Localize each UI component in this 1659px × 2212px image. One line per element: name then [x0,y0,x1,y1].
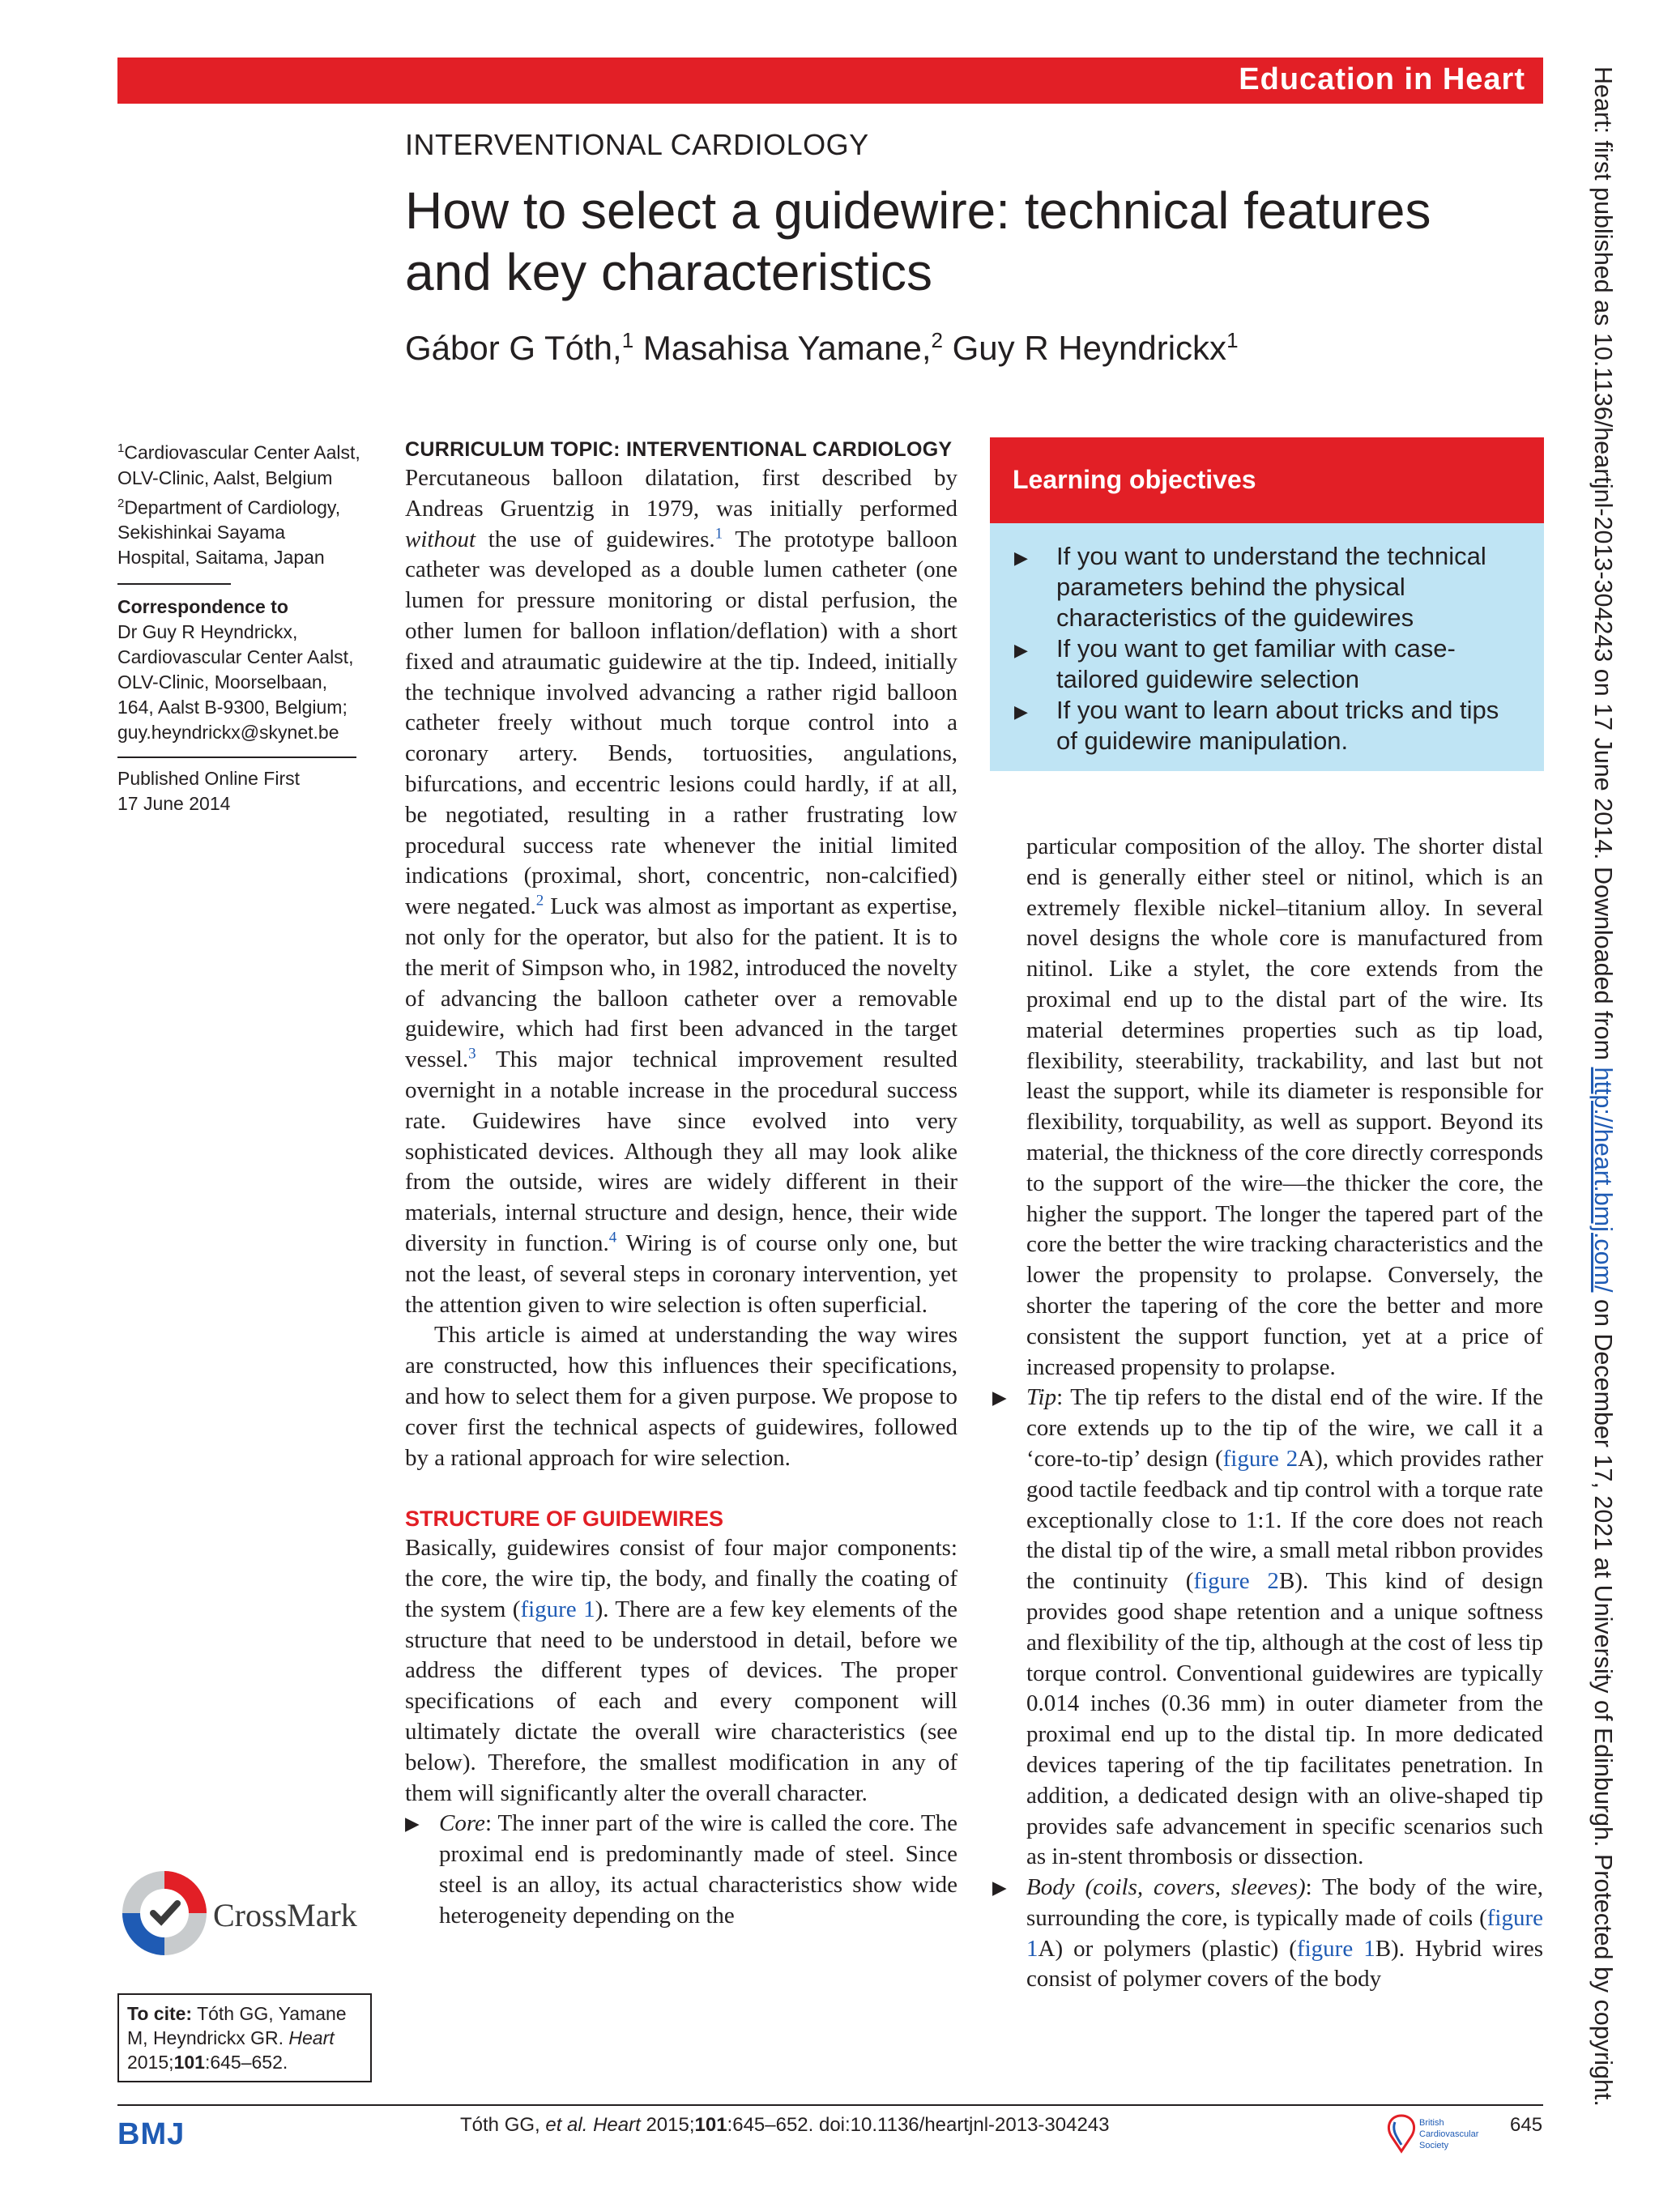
heart-bmj-link[interactable]: http://heart.bmj.com/ [1589,1067,1617,1293]
list-item: ▶ Tip: The tip refers to the distal end of the wire. If the core extends up to the tip of the wire, we call it a ‘core-to-tip’ design (figure 2A), which provides rather good tactile feedback and tip control with a torque rate exceptionally close to 1:1. If the core does not reach the distal tip of the wire, a small metal ribbon provides the continuity (figure 2B). This kind of design provides good shape retention and a unique softness and flexibility of the tip, although at the cost of less tip torque control. Conventional guidewires are typically 0.014 inches (0.36 mm) in outer diameter from the proximal end up to the distal tip. In more dedicated devices tapering of the tip facilitates penetration. In addition, a dedicated design with an olive-shaped tip provides safe advancement in specific scenarios such as in-stent thrombosis or dissection. [992,1384,1543,1870]
list-item: ▶ Core: The inner part of the wire is called the core. The proximal end is predominantly made of steel. Since steel is an alloy, its actual characteristics show wide heterogeneity depending on the [405,1810,957,1929]
section-heading: STRUCTURE OF GUIDEWIRES [405,1507,724,1532]
section-banner [117,58,1543,104]
author-affiliation: 2 [931,328,943,352]
reference-link[interactable]: 4 [608,1229,617,1247]
figure-link[interactable]: figure 1 [1296,1935,1375,1962]
sidebar [117,436,360,816]
bullet-icon: ▶ [992,1387,1007,1409]
author-list [405,328,1239,368]
list-item: ▶ If you want to get familiar with case-tailored guidewire selection [1014,634,1456,693]
affiliation-1: $^1$Cardiovascular Center Aalst, OLV-Clinic, Aalst, Belgium [117,441,360,488]
footer-divider [117,2104,1543,2106]
title-line-2: and key characteristics [405,243,932,301]
divider [117,583,231,585]
cite-authors: Tóth GG, Yamane M, Heyndrickx GR. [127,2003,347,2048]
footer-citation: Tóth GG, et al. Heart 2015;101:645–652. doi:10.1136/heartjnl-2013-304243 [460,2114,1110,2136]
curriculum-topic: CURRICULUM TOPIC: INTERVENTIONAL CARDIOLOGY [405,438,953,461]
body-column-2 [992,832,1543,1995]
reference-link[interactable]: 2 [535,892,544,910]
crossmark-icon [117,1863,377,1976]
section-kicker: INTERVENTIONAL CARDIOLOGY [405,128,869,161]
divider [117,757,356,758]
affiliation-2: $^2$Department of Cardiology, Sekishinkai Sayama Hospital, Saitama, Japan [117,496,341,569]
author-name: Masahisa Yamane, [642,329,932,367]
author-name: Gábor G Tóth, [405,329,622,367]
title-line-1: How to select a guidewire: technical features [405,181,1431,240]
author-name: Guy R Heyndrickx [952,329,1227,367]
bullet-icon: ▶ [992,1877,1007,1899]
learning-objectives-list [1008,541,1526,757]
published-date: 17 June 2014 [117,793,231,815]
bullet-icon: ▶ [1014,640,1028,660]
banner-label: Education in Heart [1239,62,1525,96]
author-affiliation: 1 [1226,328,1239,352]
correspondence-text: Dr Guy R Heyndrickx, Cardiovascular Center Aalst, OLV-Clinic, Moorselbaan, 164, Aalst B-9300, Belgium; guy.heyndrickx@skynet.be [117,621,354,744]
paragraph: Basically, guidewires consist of four major components: the core, the wire tip, the body, and finally the coating of the system (figure 1). There are a few key elements of the structure that need to be understood in detail, before we address the different types of devices. The proper specifications of each and every component will ultimately dictate the overall wire characteristics (see below). Therefore, the smallest modification in any of them will significantly alter the overall character. [405,1535,957,1806]
figure-link[interactable]: figure 1 [520,1596,595,1622]
author-affiliation: 1 [621,328,634,352]
bullet-icon: ▶ [1014,548,1028,568]
page-number: 645 [1510,2114,1543,2136]
reference-link[interactable]: 1 [714,524,723,542]
bullet-icon: ▶ [1014,701,1028,722]
learning-objectives-header [990,437,1544,523]
figure-link[interactable]: figure 1 [1026,1904,1543,1962]
svg-text:British: British [1419,2118,1444,2128]
svg-text:Cardiovascular: Cardiovascular [1419,2129,1479,2139]
body-column-1 [405,436,957,1932]
learning-objectives-title: Learning objectives [1013,465,1256,494]
crossmark-label: CrossMark [213,1897,357,1933]
paragraph: Percutaneous balloon dilatation, first described by Andreas Gruentzig in 1979, was initially performed without the use of guidewires.$^1$ The prototype balloon catheter was developed as a double lumen catheter (one lumen for pressure monitoring or distal perfusion, the other lumen for balloon inflation/deflation) with a short fixed and atraumatic guidewire at the tip. Indeed, initially the technique involved advancing a rather rigid balloon catheter freely without much torque control into a coronary artery. Bends, tortuosities, angulations, bifurcations, and eccentric lesions could hardly, if at all, be negotiated, resulting in a rather frustrating low procedural success rate whenever the initial limited indications (proximal, short, concentric, non-calcified) were negated.$^2$ Luck was almost as important as expertise, not only for the operator, but also for the patient. It is to the merit of Simpson who, in 1982, introduced the novelty of advancing the balloon catheter over a removable guidewire, which had first been advanced in the target vessel.$^3$ This major technical improvement resulted overnight in a notable increase in the procedural success rate. Guidewires have since evolved into very sophisticated devices. Although they all may look alike from the outside, wires are widely different in their materials, internal structure and design, hence, their wide diversity in function.$^4$ Wiring is of course only one, but not the least, of several steps in coronary intervention, yet the attention given to wire selection is often superficial. [405,465,958,1318]
reference-link[interactable]: 3 [468,1045,476,1063]
svg-text:Society: Society [1419,2141,1449,2150]
learning-objectives-box [990,437,1544,771]
bullet-icon: ▶ [405,1813,420,1835]
crossmark-button[interactable] [117,1863,377,1976]
list-item: ▶ If you want to learn about tricks and tips of guidewire manipulation. [1014,696,1499,755]
list-item: ▶ If you want to understand the technical parameters behind the physical characteristics of the guidewires [1014,542,1486,632]
figure-link[interactable]: figure 2 [1193,1568,1279,1595]
correspondence-label: Correspondence to [117,596,288,618]
cite-label: To cite: [127,2003,193,2024]
citation-box: To cite: Tóth GG, Yamane M, Heyndrickx GR. Heart 2015;101:645–652. [117,1993,372,2082]
article-title [405,180,1458,303]
list-item: ▶ Body (coils, covers, sleeves): The body of the wire, surrounding the core, is typically made of coils (figure 1A) or polymers (plastic) (figure 1B). Hybrid wires consist of polymer covers of the body [992,1874,1543,1993]
published-label: Published Online First [117,768,300,790]
paragraph: particular composition of the alloy. The shorter distal end is generally either steel or nitinol, which is an extremely flexible nickel–titanium alloy. In several novel designs the whole core is manufactured from nitinol. Like a stylet, the core extends from the proximal end up to the distal part of the wire. Its material determines properties such as tip load, flexibility, steerability, trackability, and last but not least the support, while its diameter is responsible for flexibility, torquability, as well as support. Beyond its material, the thickness of the core directly corresponds to the support of the wire—the thicker the core, the higher the support. The longer the tapered part of the core the better the wire tracking characteristics and the lower the propensity to prolapse. Conversely, the shorter the tapering of the core the better and more consistent the support function, yet at a price of increased propensity to prolapse. [1026,833,1543,1380]
cite-journal: Heart [288,2027,335,2048]
bcs-logo-icon [1377,2109,1491,2158]
figure-link[interactable]: figure 2 [1222,1445,1299,1472]
side-download-notice: Heart: first published as 10.1136/heartjnl-2013-304243 on 17 June 2014. Downloaded from http://heart.bmj.com/ on December 17, 2021 at University of Edinburgh. Protected by copyright. [1589,66,1617,2107]
bmj-logo: BMJ [117,2117,186,2151]
paragraph: This article is aimed at understanding the way wires are constructed, how this influences their specifications, and how to select them for a given purpose. We propose to cover first the technical aspects of guidewires, followed by a rational approach for wire selection. [405,1322,957,1471]
